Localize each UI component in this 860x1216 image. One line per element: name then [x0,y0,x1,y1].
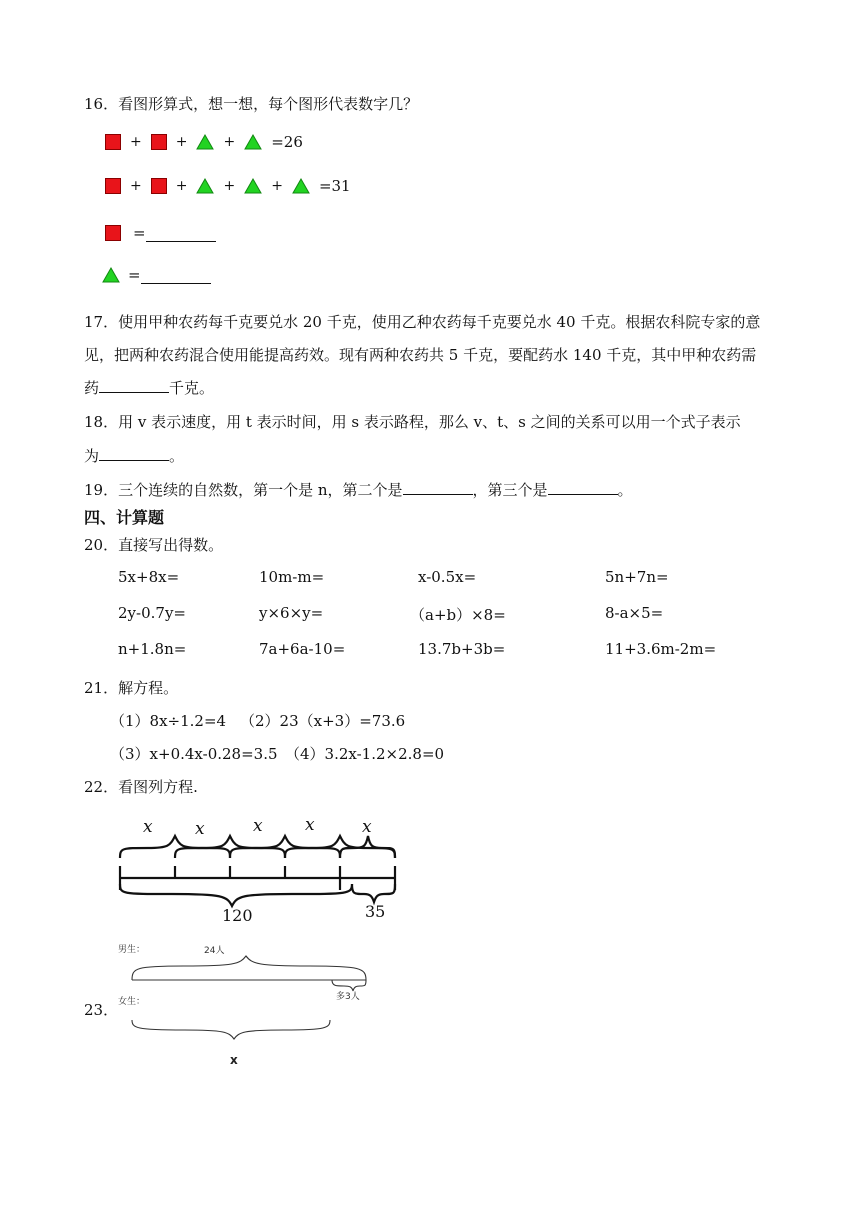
answer-blank[interactable] [146,225,216,242]
plus-sign: + [130,178,142,194]
extra-label: 35 [365,902,386,921]
q17-line-3: 药 千克。 [84,376,214,398]
total-label: 120 [222,906,253,924]
plus-sign: + [130,134,142,150]
expr-r1-c2: （a+b）×8= [410,606,506,624]
plus-sign: + [223,134,236,150]
red-square-icon [105,178,121,194]
q16-result-1: =26 [271,133,303,151]
red-square-icon [105,134,121,150]
red-square-icon [105,225,121,241]
q22-question: 22．看图列方程. [84,778,198,796]
girls-label: 女生： [118,997,146,1007]
q18-line-2: 为 。 [84,444,184,466]
green-triangle-icon [244,134,262,150]
q18-line-1: 18．用 v 表示速度，用 t 表示时间，用 s 表示路程，那么 v、t、s 之间的关系可以用一个式子表示 [84,413,741,431]
expr-r1-c3: 8-a×5= [605,604,664,622]
equation-1: （1）8x÷1.2=4 [110,712,227,730]
expr-r2-c0: n+1.8n= [118,640,187,658]
expr-r1-c1: y×6×y= [259,604,324,622]
answer-blank[interactable] [548,478,618,495]
var-label-5: x [362,817,372,837]
q16-equation-1 [105,133,303,151]
plus-sign: + [175,134,188,150]
q21-question: 21．解方程。 [84,679,179,697]
expr-r0-c2: x-0.5x= [418,568,477,586]
green-triangle-icon [196,134,214,150]
expr-r2-c2: 13.7b+3b= [418,640,506,658]
var-label-3: x [253,816,263,836]
q16-result-2: =31 [318,177,351,195]
expr-r2-c1: 7a+6a-10= [259,640,346,658]
expr-r2-c3: 11+3.6m-2m= [605,640,717,658]
red-square-icon [151,178,167,194]
green-triangle-icon [196,178,214,194]
green-triangle-icon [102,267,120,283]
var-label-4: x [305,815,315,835]
equation-3: （3）x+0.4x-0.28=3.5 [110,745,278,763]
green-triangle-icon [244,178,262,194]
boys-label: 男生： [118,945,146,955]
q19-question: 19．三个连续的自然数，第一个是 n，第二个是 ，第三个是 。 [84,478,633,500]
boys-girls-diagram [114,936,384,1076]
boys-count: 24人 [204,946,225,956]
answer-blank[interactable] [99,444,169,461]
q16-equation-2 [105,177,351,195]
q23-number: 23． [84,1001,119,1019]
expr-r0-c1: 10m-m= [259,568,325,586]
var-label-1: x [143,817,153,837]
q16-question: 16．看图形算式，想一想，每个图形代表数字几？ [84,95,419,113]
plus-sign: + [223,178,236,194]
q16-square-answer [105,224,216,242]
equation-4: （4）3.2x-1.2×2.8=0 [285,745,445,763]
answer-blank[interactable] [99,376,169,393]
equals-sign: = [133,224,146,242]
var-label-2: x [195,819,205,839]
expr-r0-c3: 5n+7n= [605,568,669,586]
q17-line-1: 17．使用甲种农药每千克要兑水 20 千克，使用乙种农药每千克要兑水 40 千克。根据农科院专家的意 [84,313,761,331]
more-label: 多3人 [336,992,360,1002]
q17-line-2: 见，把两种农药混合使用能提高药效。现有两种农药共 5 千克，要配药水 140 千克，其中甲种农药需 [84,346,757,364]
expr-r1-c0: 2y-0.7y= [118,604,186,622]
answer-blank[interactable] [141,267,211,284]
red-square-icon [151,134,167,150]
section-title: 四、计算题 [84,508,165,527]
q16-triangle-answer [102,266,211,284]
green-triangle-icon [292,178,310,194]
answer-blank[interactable] [403,478,473,495]
plus-sign: + [175,178,188,194]
segment-diagram [112,812,412,924]
equals-sign: = [128,266,141,284]
q20-question: 20．直接写出得数。 [84,536,224,554]
girls-variable: x [230,1053,238,1067]
equation-2: （2）23（x+3）=73.6 [240,712,406,730]
expr-r0-c0: 5x+8x= [118,568,180,586]
plus-sign: + [271,178,283,194]
